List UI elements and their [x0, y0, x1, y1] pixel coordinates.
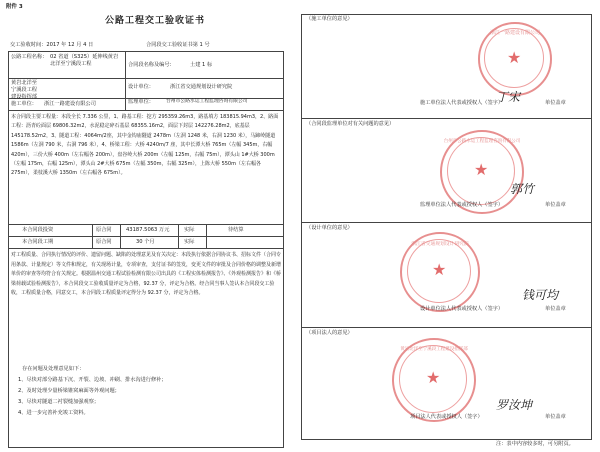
owner-opinion-heading: （项目法人的意见）: [306, 330, 353, 336]
contractor-opinion-heading: （施工单位的意见）: [306, 16, 353, 22]
acceptance-date: 交工验收时间：2017 年 12 月 4 日: [10, 42, 94, 48]
designer-sign-line: 设计单位法人代表或授权人（签字）: [420, 306, 504, 312]
design-value: 浙江省交通规划设计研究院: [170, 84, 233, 90]
cost-row-1-value: 43187.5063 万元: [126, 227, 170, 233]
contract-name-label: 合同段名称及编号：: [128, 62, 175, 68]
contractor-label: 施工单位：: [11, 101, 37, 107]
designer-signature: 钱可均: [522, 288, 559, 302]
cost-row-1-sub2: 实际: [184, 227, 195, 233]
seal-star-icon: ★: [474, 160, 489, 179]
design-label: 设计单位：: [128, 84, 154, 90]
owner-signature: 罗汝坤: [496, 398, 533, 412]
attachment-label: 附件 3: [6, 4, 23, 10]
certificate-number: 合同段交工验收证书第 1 号: [146, 42, 210, 48]
problem-2: 2、及时处理少量桥梁锥窝麻面等外观问题；: [18, 388, 120, 394]
seal-star-icon: ★: [507, 48, 522, 67]
contractor-seal-label: 单位盖章: [545, 100, 566, 106]
owner-seal-label: 单位盖章: [545, 414, 566, 420]
designer-seal-label: 单位盖章: [545, 306, 566, 312]
supervisor-seal: ★ 台州市公路水运工程监理咨询有限公司: [440, 130, 524, 214]
problem-1: 1、尽快对部分路基下沉、开裂、边坡、冲刷、排水沟进行修补；: [18, 377, 167, 383]
project-name-label: 公路工程名称：: [11, 54, 48, 60]
problem-3: 3、尽快对隧道二衬裂缝加强观察；: [18, 399, 100, 405]
owner-sign-line: 项目法人代表或授权人（签字）: [410, 414, 483, 420]
cost-row-2-sub2: 实际: [184, 239, 195, 245]
problem-4: 4、进一步完善补充竣工资料。: [18, 410, 89, 416]
contractor-seal: ★ 浙江一路建设有限公司: [478, 22, 552, 96]
supervisor-value: 台州市公路水运工程监理咨询有限公司: [166, 99, 248, 104]
cost-row-2-label: 本合同段工期: [22, 239, 54, 245]
cost-row-1-sub: 原合同: [96, 227, 112, 233]
contractor-sign-line: 施工单位法人代表或授权人（签字）: [420, 100, 504, 106]
cost-row-1-label: 本合同段投资: [22, 227, 54, 233]
opinion-text: 对工程质量、合同执行情况的评价、遗留问题、缺陷的处理意见及有关决定：本段执行依据合同协议书、招标文件（合同专用条款、计量规定）等文件和规定，有关现场计量，专项审查，支付证书的签发，变更文件的审批及合同价格的调整及新增单价的审查等均符合有关规定。根据温州交通工程试验检测有限公司出具的《工程实体检测报告》、《外观检测报告》和《桥梁荷载试验检测报告》，本合同段交工验收质量评定为合格，92.37 分，评定为合格。经合同当事人签认本合同段交工验收，工程质量合格，同意交工，本合同段工程质量评定得分为 92.37 分，评定为合格。: [11, 252, 282, 296]
seal-star-icon: ★: [426, 368, 441, 387]
supervisor-seal-label: 单位盖章: [545, 202, 566, 208]
designer-seal: ★ 浙江省交通规划设计研究院: [400, 232, 480, 312]
contract-name-value: 土建 1 标: [190, 62, 213, 68]
problems-title: 存在问题及处理意见如下：: [22, 366, 85, 372]
supervisor-sign-line: 监理单位法人代表或授权人（签字）: [420, 202, 504, 208]
cost-row-2-value: 30 个月: [136, 239, 155, 245]
contractor-signature: 丁宋: [496, 90, 521, 104]
supervisor-label: 监理单位：: [128, 99, 154, 105]
seal-star-icon: ★: [432, 260, 447, 279]
contractor-value: 浙江一路建设有限公司: [44, 101, 96, 107]
owner-seal: ★ 黄岩北洋至宁溪段工程建设指挥部: [392, 338, 476, 422]
cost-row-1-value2: 待结算: [228, 227, 244, 233]
page-title: 公路工程交工验收证书: [105, 16, 206, 26]
side-label: 黄岩北洋至宁溪段工程建设指挥部: [11, 80, 37, 100]
cost-row-2-sub: 原合同: [96, 239, 112, 245]
project-name-value: 02 省道（S325）延伸线黄岩北洋至宁溪段工程: [50, 54, 119, 67]
footer-note: 注：表中内容较多时，可另附页。: [496, 441, 574, 447]
main-quantities: 本合同段主要工程量：本段全长 7.336 公里，1、路基工程：挖方 295359.26m3，路基填方 183815.94m3，2、路面工程：沥青砼面层 69806.32m2，水泥稳定碎石基层 68355.16m2，面层下封层 142276.28m2，底基层 145178.52m2，3、隧道工程：4064m/2座，其中金钩庙隧道 2478m（左洞 1248 米，右洞 1230 米），马蹄岭隧道 1586m（左洞 790 米，右洞 796 米），4、桥梁工程：大桥 4240m/7 座，其中长潭大桥 765m（左幅 345m，右幅 420m），三份大桥 400m（左右幅各 200m），盘谷岭大桥 200m（左幅 125m，右幅 75m），潭头山 1#大桥 300m（左幅 175m，右幅 125m），潭头山 2#大桥 675m（左幅 350m，右幅 325m），上陈大桥 550m（左右幅各 275m），柔枝溪大桥 1350m（左右幅各 675m）。: [11, 114, 279, 177]
supervisor-opinion-heading: （合同段监理单位对有关问题的意见）: [306, 121, 395, 127]
supervisor-signature: 郭竹: [510, 182, 535, 196]
designer-opinion-heading: （设计单位的意见）: [306, 225, 353, 231]
